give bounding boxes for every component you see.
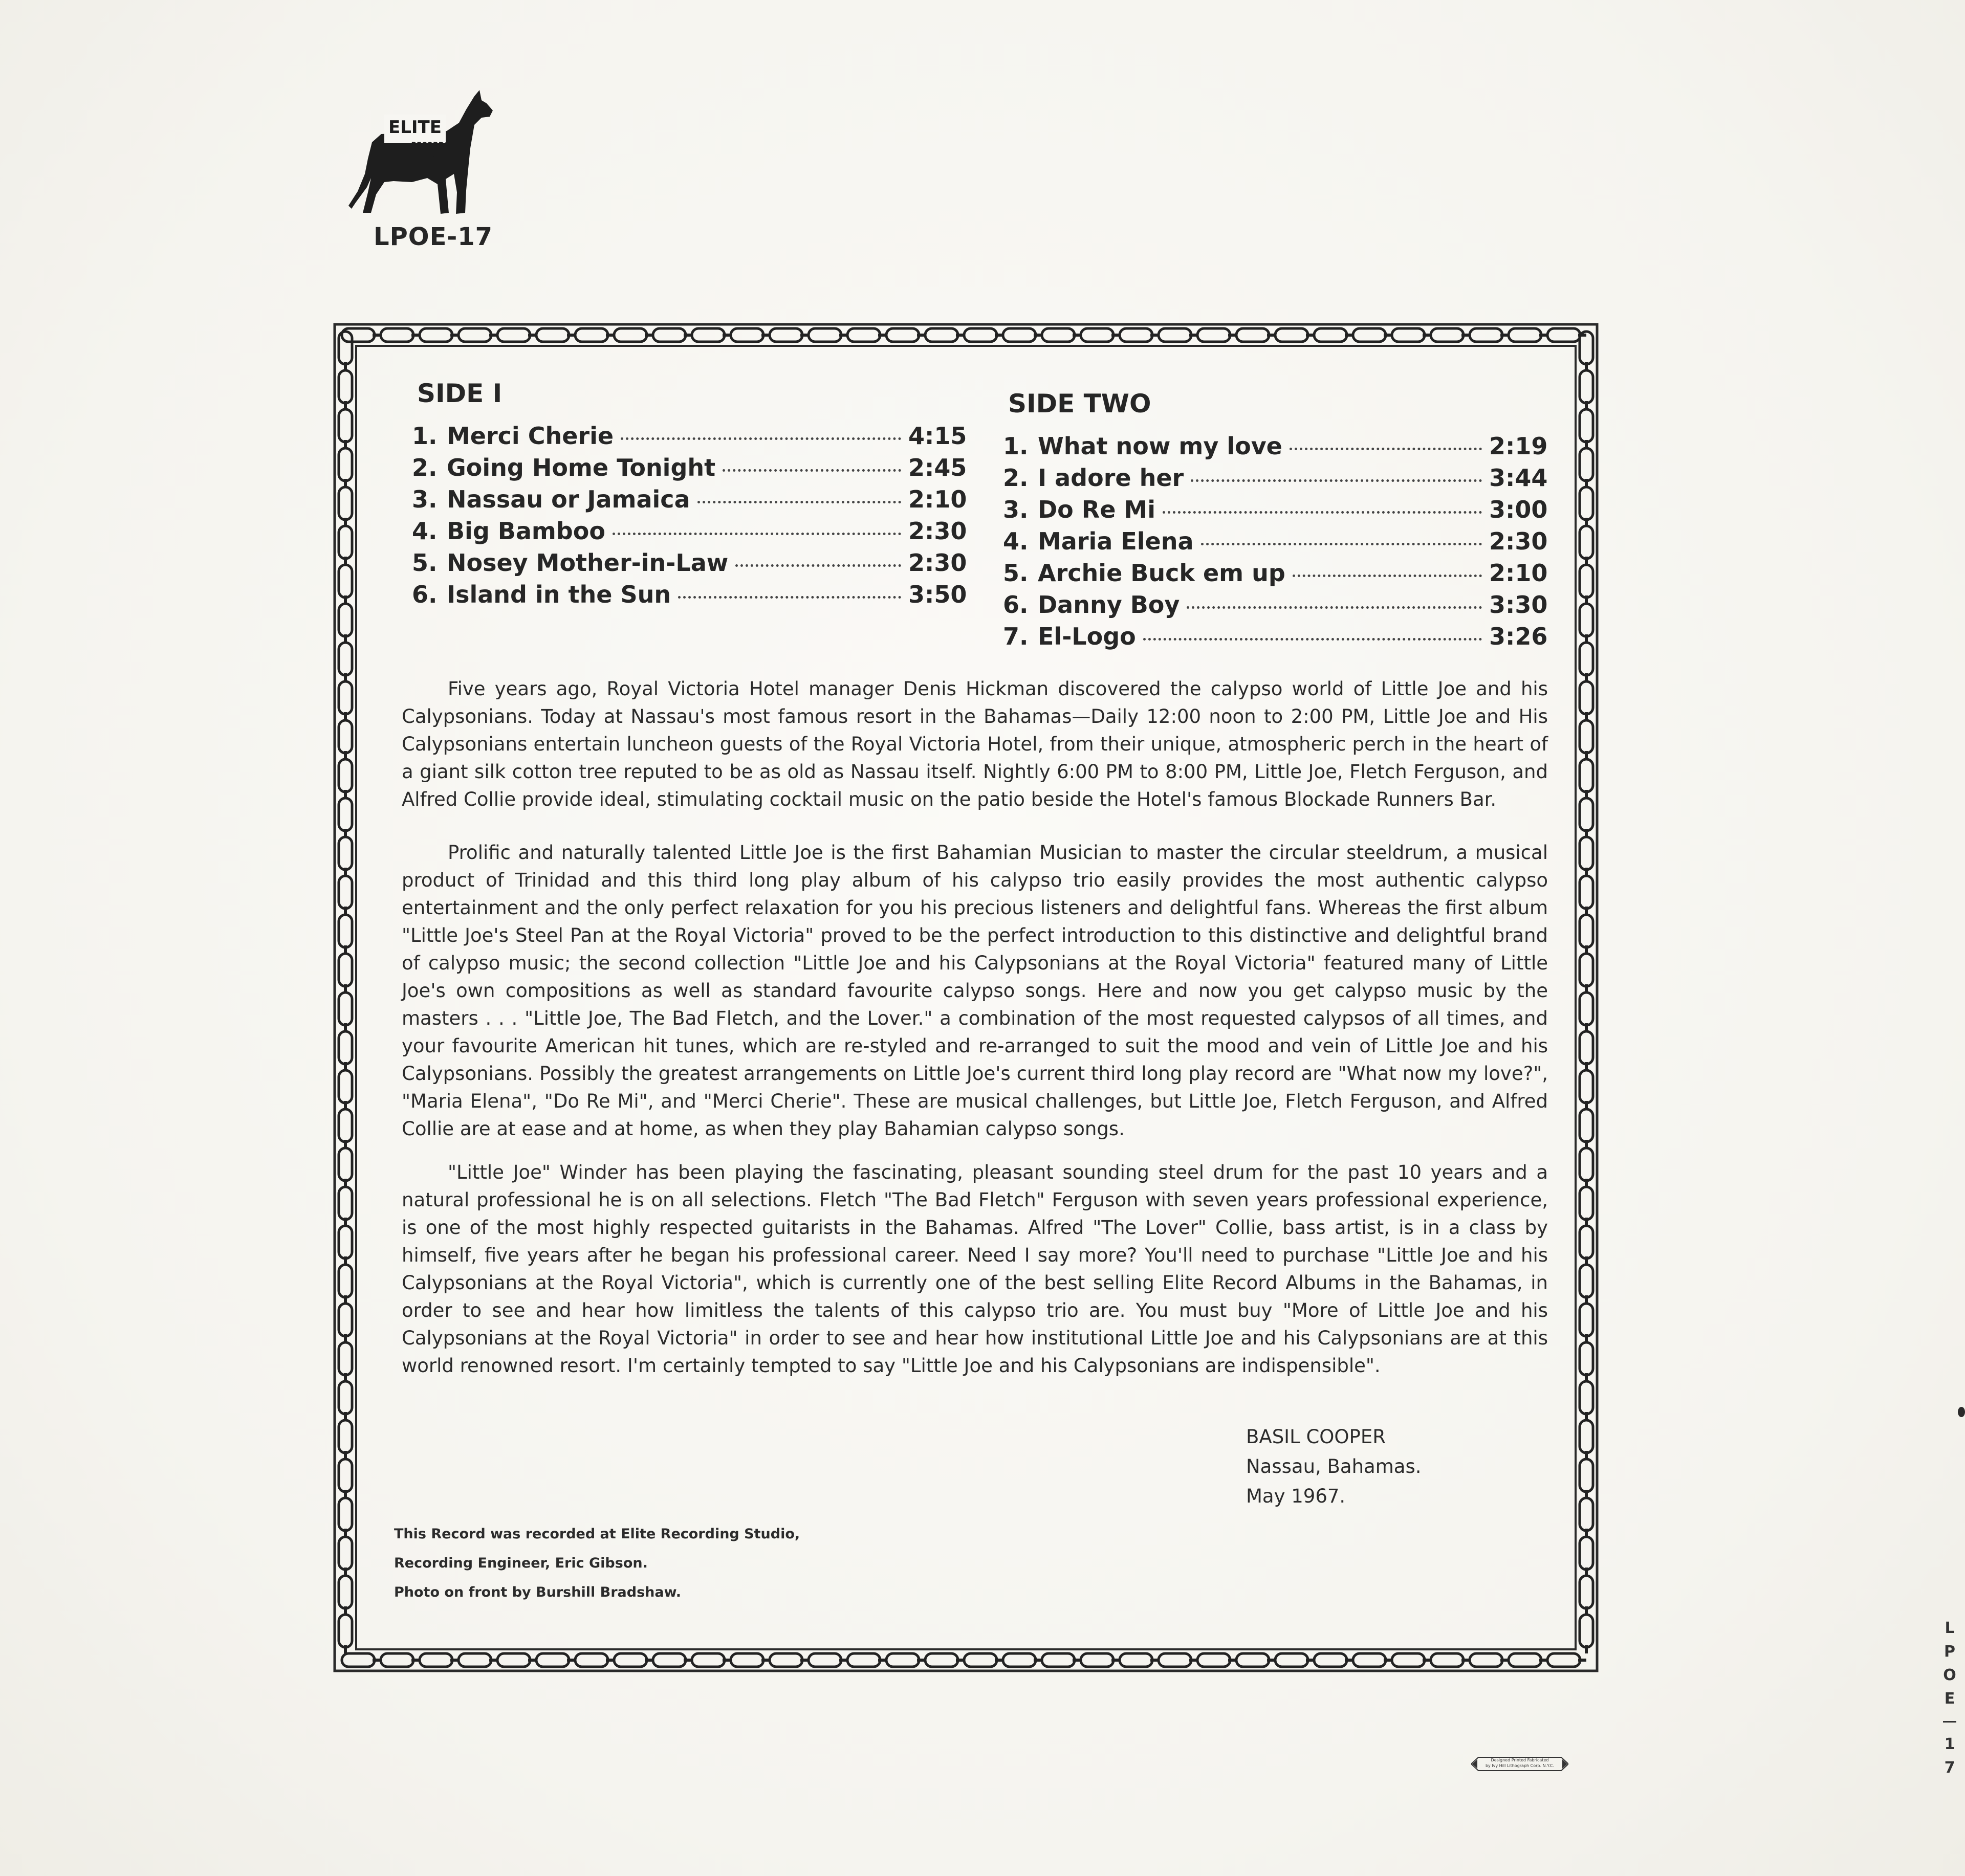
- track-duration: 2:30: [908, 549, 967, 577]
- track-number: 3.: [1003, 496, 1029, 523]
- track-number: 1.: [412, 422, 438, 450]
- printer-mark-line: by Ivy Hill Lithograph Corp. N.Y.C.: [1485, 1763, 1555, 1768]
- liner-paragraph-2: Prolific and naturally talented Little Joe is the first Bahamian Musician to master the circular steeldrum, a musical product of Trinidad and this third long play album of his calypso trio easily provides the most authentic calypso entertainment and the only perfect relaxation for you his precious listeners and delightful fans. Whereas the first album "Little Joe's Steel Pan at the Royal Victoria" proved to be the perfect introduction to this distinctive and delightful brand of calypso music; the second collection "Little Joe and his Calypsonians at the Royal Victoria" featured many of Little Joe's own compositions as well as standard favourite calypso songs. Here and now you get calypso music by the masters . . . "Little Joe, The Bad Fletch, and the Lover." a combination of the most requested calypsos of all times, and your favourite American hit tunes, which are re-styled and re-arranged to suit the mood and vein of Little Joe and his Calypsonians. Possibly the greatest arrangements on Little Joe's current third long play record are "What now my love?", "Maria Elena", "Do Re Mi", and "Merci Cherie". These are musical challenges, but Little Joe, Fletch Ferguson, and Alfred Collie are at ease and at home, as when they play Bahamian calypso songs.: [402, 842, 1548, 1140]
- spine-letter: 7: [1944, 1759, 1955, 1777]
- registration-dot: [1958, 1407, 1965, 1417]
- signature-place: Nassau, Bahamas.: [1246, 1455, 1422, 1477]
- track-duration: 2:30: [908, 517, 967, 545]
- leader-dots: [1293, 575, 1482, 577]
- side-one-title: SIDE I: [417, 379, 503, 408]
- great-dane-dog-logo-icon: [340, 87, 494, 220]
- leader-dots: [1187, 606, 1482, 609]
- leader-dots: [1201, 543, 1482, 545]
- track-number: 7.: [1003, 623, 1029, 650]
- spine-letter: 1: [1944, 1735, 1955, 1753]
- track-title: Big Bamboo: [447, 517, 605, 545]
- track-title: Maria Elena: [1038, 527, 1194, 555]
- side-two-title: SIDE TWO: [1008, 389, 1151, 418]
- leader-dots: [1290, 448, 1482, 450]
- liner-content: [394, 373, 1548, 1622]
- track-duration: 4:15: [908, 422, 967, 450]
- leader-dots: [678, 596, 901, 599]
- track-item: [1003, 527, 1548, 559]
- printer-mark-line: Designed Printed Fabricated: [1491, 1758, 1549, 1762]
- track-item: [412, 517, 965, 549]
- leader-dots: [613, 533, 901, 535]
- logo-text-ltd: LTD.: [423, 151, 438, 158]
- track-item: [1003, 559, 1548, 591]
- spine-letter: E: [1944, 1690, 1955, 1708]
- side-two-tracklist: [1003, 432, 1548, 654]
- track-title: Going Home Tonight: [447, 454, 716, 481]
- track-item: [1003, 432, 1548, 464]
- track-item: [1003, 623, 1548, 654]
- track-duration: 2:30: [1489, 527, 1548, 555]
- track-item: [412, 454, 965, 485]
- credit-line: Photo on front by Burshill Bradshaw.: [394, 1584, 682, 1600]
- track-duration: 2:45: [908, 454, 967, 481]
- track-number: 4.: [412, 517, 438, 545]
- signature-date: May 1967.: [1246, 1485, 1346, 1507]
- track-title: Nosey Mother-in-Law: [447, 549, 729, 577]
- track-number: 4.: [1003, 527, 1029, 555]
- track-item: [412, 422, 965, 454]
- signature-block: [1246, 1422, 1422, 1511]
- track-item: [412, 581, 965, 612]
- track-title: Nassau or Jamaica: [447, 485, 690, 513]
- leader-dots: [621, 437, 901, 440]
- track-number: 5.: [1003, 559, 1029, 587]
- leader-dots: [735, 564, 901, 567]
- track-item: [412, 485, 965, 517]
- track-number: 2.: [1003, 464, 1029, 492]
- track-item: [412, 549, 965, 581]
- track-duration: 2:19: [1489, 432, 1548, 460]
- spine-dash: [1943, 1721, 1956, 1723]
- leader-dots: [697, 501, 901, 503]
- spine-letter: O: [1943, 1666, 1956, 1684]
- track-title: Island in the Sun: [447, 581, 671, 608]
- liner-paragraph-3: "Little Joe" Winder has been playing the fascinating, pleasant sounding steel drum for the past 10 years and a natural professional he is on all selections. Fletch "The Bad Fletch" Ferguson with seven years professional experience, is one of the most highly respected guitarists in the Bahamas. Alfred "The Lover" Collie, bass artist, is in a class by himself, five years after he began his professional career. Need I say more? You'll need to purchase "Little Joe and his Calypsonians at the Royal Victoria", which is currently one of the best selling Elite Record Albums in the Bahamas, in order to see and hear how limitless the talents of this calypso trio are. You must buy "More of Little Joe and his Calypsonians at the Royal Victoria" in order to see and hear how institutional Little Joe and his Calypsonians are at this world renowned resort. I'm certainly tempted to say "Little Joe and his Calypsonians are indispensible".: [402, 1161, 1548, 1377]
- spine-letter: L: [1945, 1619, 1955, 1637]
- track-title: Danny Boy: [1038, 591, 1180, 619]
- track-item: [1003, 591, 1548, 623]
- leader-dots: [1191, 479, 1482, 482]
- track-title: Do Re Mi: [1038, 496, 1155, 523]
- track-number: 1.: [1003, 432, 1029, 460]
- track-item: [1003, 496, 1548, 527]
- track-title: Archie Buck em up: [1038, 559, 1285, 587]
- track-title: I adore her: [1038, 464, 1184, 492]
- track-title: Merci Cherie: [447, 422, 614, 450]
- track-number: 6.: [412, 581, 438, 608]
- catalog-number: LPOE-17: [374, 223, 493, 251]
- track-title: What now my love: [1038, 432, 1282, 460]
- leader-dots: [1163, 511, 1482, 514]
- credit-line: Recording Engineer, Eric Gibson.: [394, 1555, 648, 1571]
- signature-name: BASIL COOPER: [1246, 1426, 1386, 1448]
- track-duration: 3:26: [1489, 623, 1548, 650]
- track-duration: 3:44: [1489, 464, 1548, 492]
- credit-line: This Record was recorded at Elite Recording Studio,: [394, 1526, 800, 1542]
- track-duration: 2:10: [908, 485, 967, 513]
- track-number: 6.: [1003, 591, 1029, 619]
- track-title: El-Logo: [1038, 623, 1136, 650]
- printer-mark-text: [1483, 1757, 1557, 1769]
- track-item: [1003, 464, 1548, 496]
- track-number: 2.: [412, 454, 438, 481]
- side-one-tracklist: [412, 422, 965, 612]
- track-number: 5.: [412, 549, 438, 577]
- spine-catalog-text: [1942, 1617, 1957, 1780]
- track-duration: 3:50: [908, 581, 967, 608]
- elite-records-logo: [340, 87, 494, 220]
- spine-letter: P: [1944, 1643, 1955, 1661]
- track-duration: 2:10: [1489, 559, 1548, 587]
- leader-dots: [1143, 638, 1482, 641]
- track-duration: 3:00: [1489, 496, 1548, 523]
- leader-dots: [723, 469, 901, 472]
- track-duration: 3:30: [1489, 591, 1548, 619]
- logo-text-main: ELITE: [388, 117, 442, 138]
- track-number: 3.: [412, 485, 438, 513]
- logo-text-sub: RECORDS: [411, 141, 450, 149]
- recording-credits: [394, 1519, 800, 1607]
- liner-paragraph-1: Five years ago, Royal Victoria Hotel manager Denis Hickman discovered the calypso world of Little Joe and his Calypsonians. Today at Nassau's most famous resort in the Bahamas—Daily 12:00 noon to 2:00 PM, Little Joe and His Calypsonians entertain luncheon guests of the Royal Victoria Hotel, from their unique, atmospheric perch in the heart of a giant silk cotton tree reputed to be as old as Nassau itself. Nightly 6:00 PM to 8:00 PM, Little Joe, Fletch Ferguson, and Alfred Collie provide ideal, stimulating cocktail music on the patio beside the Hotel's famous Blockade Runners Bar.: [402, 678, 1548, 810]
